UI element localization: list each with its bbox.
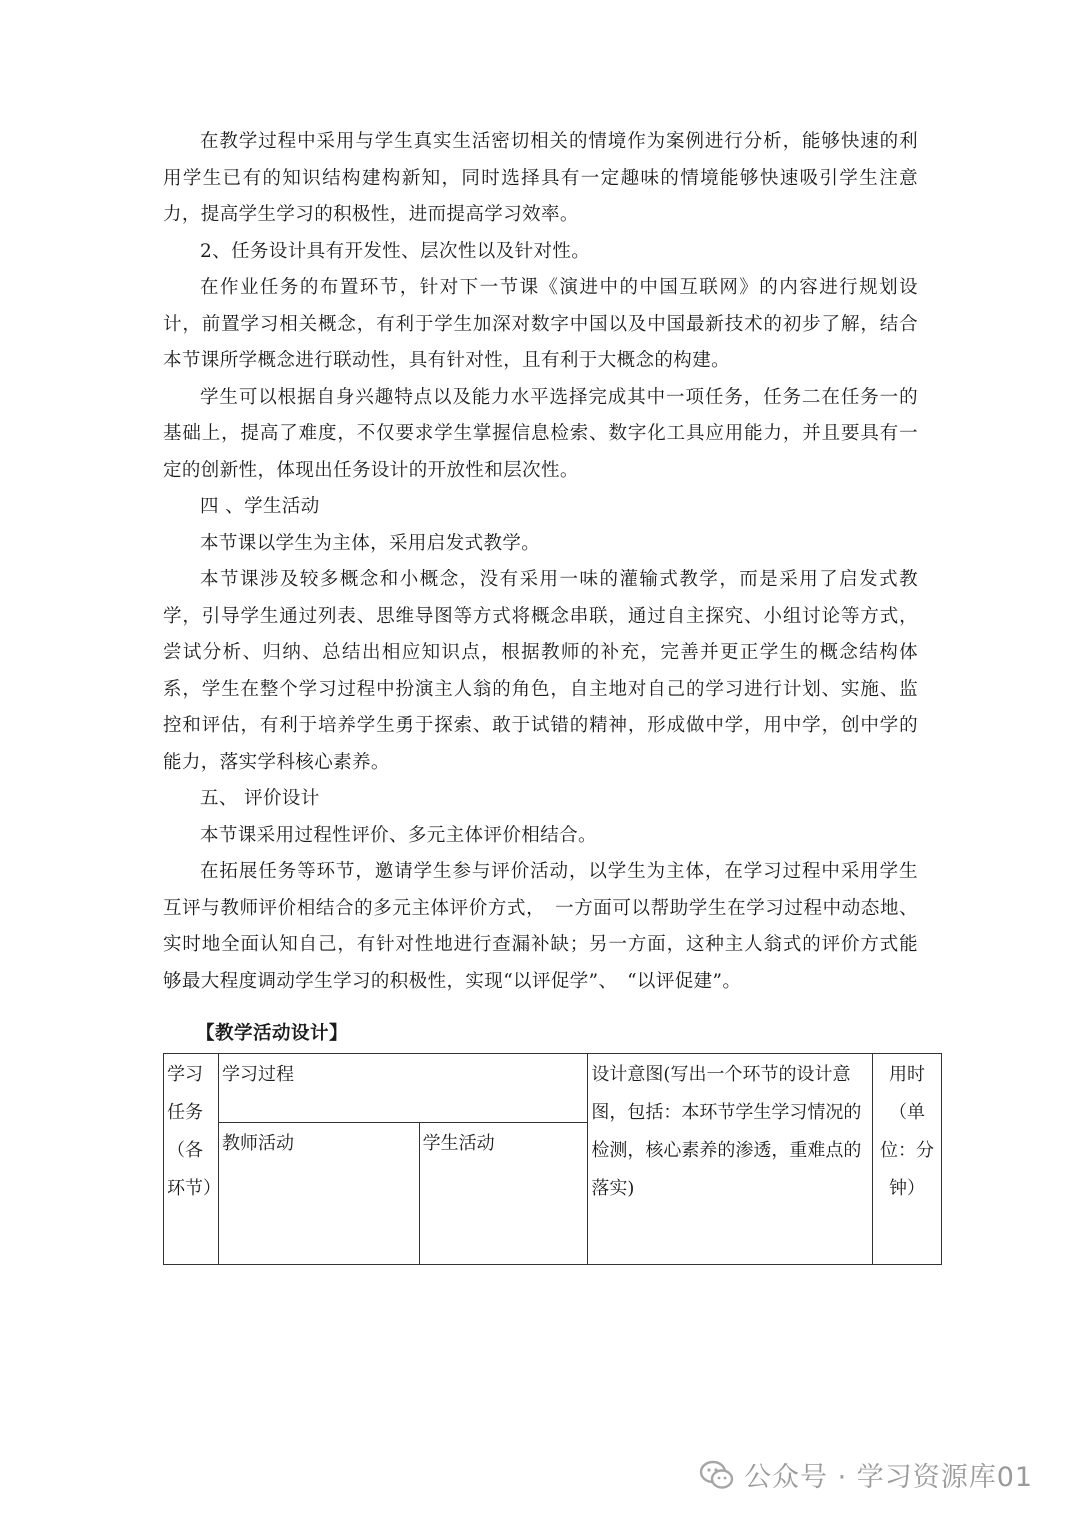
- wechat-icon: [700, 1460, 734, 1490]
- section-title: 【教学活动设计】: [196, 1023, 349, 1044]
- heading-student-activity: 四 、学生活动: [200, 496, 320, 517]
- paragraph-evaluation-summary: 本节课采用过程性评价、多元主体评价相结合。: [200, 824, 597, 846]
- paragraph-student-centered: 本节课以学生为主体，采用启发式教学。: [200, 532, 541, 554]
- paragraph-homework: 在作业任务的布置环节，针对下一节课《演进中的中国互联网》的内容进行规划设计，前置学习相关概念，有利于学生加深对数字中国以及中国最新技术的初步了解，结合本节课所学概念进行联动性，具有针对性，且有利于大概念的构建。: [163, 277, 918, 371]
- paragraph-situation: 在教学过程中采用与学生真实生活密切相关的情境作为案例进行分析，能够快速的利用学生已有的知识结构建构新知，同时选择具有一定趣味的情境能够快速吸引学生注意力，提高学生学习的积极性，进而提高学习效率。: [163, 131, 918, 225]
- intent-header-cell: 设计意图(写出一个环节的设计意图，包括：本环节学生学习情况的检测，核心素养的渗透，重难点的落实): [588, 1054, 873, 1265]
- student-activity-cell: 学生活动: [419, 1123, 588, 1265]
- teacher-activity-cell: 教师活动: [218, 1123, 419, 1265]
- document-body: [163, 124, 918, 1000]
- process-header-cell: 学习过程: [218, 1054, 587, 1123]
- task-header-cell: 学习任务（各环节）: [164, 1054, 219, 1265]
- paragraph-evaluation-detail: 在拓展任务等环节，邀请学生参与评价活动，以学生为主体，在学习过程中采用学生互评与教师评价相结合的多元主体评价方式， 一方面可以帮助学生在学习过程中动态地、实时地全面认知自己，有针对性地进行查漏补缺；另一方面，这种主人翁式的评价方式能够最大程度调动学生学习的积极性，实现“以评促学”、 “以评促建”。: [163, 861, 918, 992]
- paragraph-heuristic: 本节课涉及较多概念和小概念，没有采用一味的灌输式教学，而是采用了启发式教学，引导学生通过列表、思维导图等方式将概念串联，通过自主探究、小组讨论等方式，尝试分析、归纳、总结出相应知识点，根据教师的补充，完善并更正学生的概念结构体系，学生在整个学习过程中扮演主人翁的角色，自主地对自己的学习进行计划、实施、监控和评估，有利于培养学生勇于探索、敢于试错的精神，形成做中学，用中学，创中学的能力，落实学科核心素养。: [163, 569, 918, 773]
- watermark: [700, 1455, 1033, 1494]
- activity-design-table: [163, 1053, 942, 1265]
- time-header-cell: 用时（单位：分钟）: [873, 1054, 942, 1265]
- heading-evaluation: 五、 评价设计: [200, 788, 320, 809]
- paragraph-task-choice: 学生可以根据自身兴趣特点以及能力水平选择完成其中一项任务，任务二在任务一的基础上，提高了难度，不仅要求学生掌握信息检索、数字化工具应用能力，并且要具有一定的创新性，体现出任务设计的开放性和层次性。: [163, 386, 918, 481]
- heading-task-design: 2、任务设计具有开发性、层次性以及针对性。: [200, 240, 591, 262]
- watermark-text: 公众号 · 学习资源库01: [744, 1462, 1034, 1493]
